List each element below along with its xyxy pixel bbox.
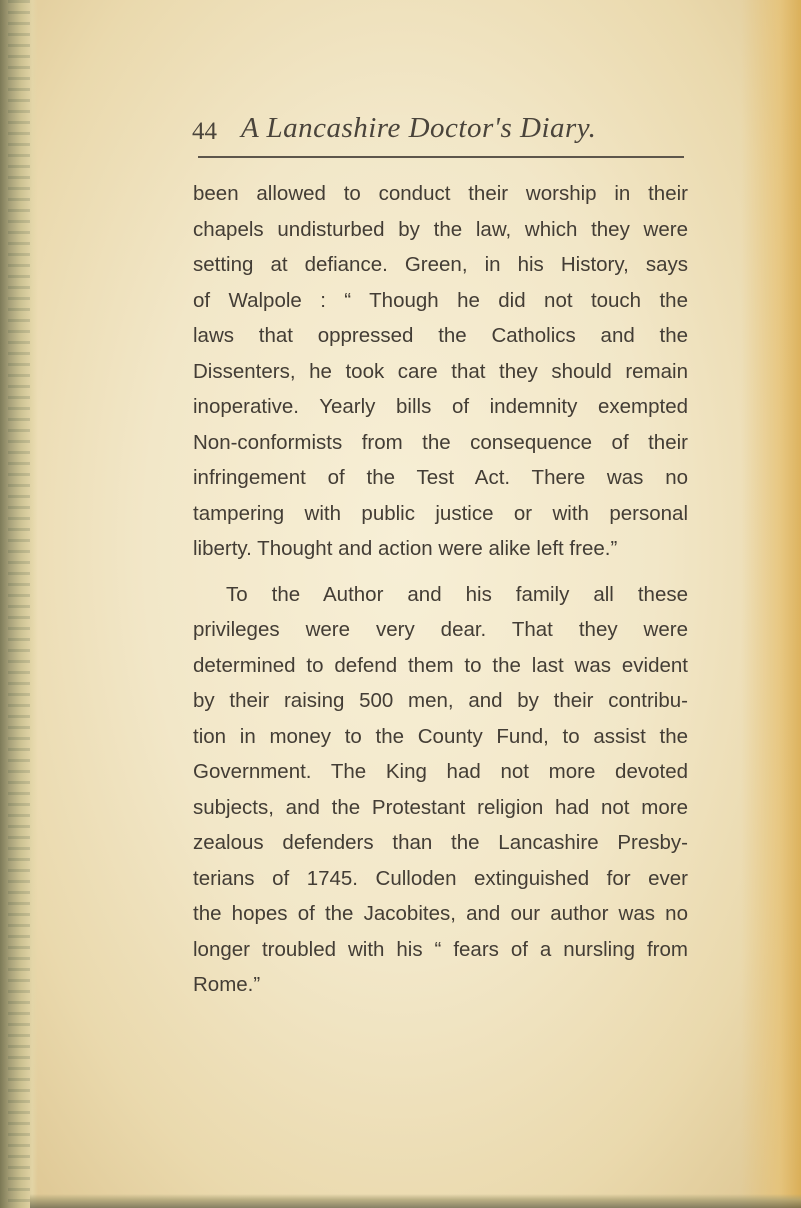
text-line: setting at defiance. Green, in his History, says bbox=[193, 253, 688, 276]
text-line: Non-conformists from the consequence of their bbox=[193, 430, 688, 454]
text-line: privileges were very dear. That they were bbox=[193, 618, 688, 641]
text-line: the hopes of the Jacobites, and our author was no bbox=[193, 902, 688, 925]
text-line: been allowed to conduct their worship in their bbox=[193, 182, 688, 205]
text-line: of Walpole : “ Though he did not touch the bbox=[193, 288, 688, 312]
page-edge-stain bbox=[741, 0, 801, 1208]
text-line: infringement of the Test Act. There was no bbox=[193, 466, 688, 489]
header-rule bbox=[198, 156, 684, 158]
page-bottom-edge bbox=[30, 1194, 801, 1208]
running-title: A Lancashire Doctor's Diary. bbox=[241, 112, 597, 144]
text-line: Dissenters, he took care that they should remain bbox=[193, 359, 688, 383]
text-line: terians of 1745. Culloden extinguished for ever bbox=[193, 866, 688, 890]
body-text bbox=[193, 176, 688, 1003]
page-number: 44 bbox=[192, 118, 217, 145]
text-line: liberty. Thought and action were alike left free.” bbox=[193, 537, 618, 560]
text-line: To the Author and his family all these bbox=[226, 582, 688, 606]
paragraph bbox=[193, 176, 688, 567]
text-line: tampering with public justice or with personal bbox=[193, 501, 688, 525]
text-line: Government. The King had not more devoted bbox=[193, 760, 688, 783]
text-line: determined to defend them to the last was evident bbox=[193, 653, 688, 677]
text-line: subjects, and the Protestant religion had not more bbox=[193, 795, 688, 819]
text-line: zealous defenders than the Lancashire Presby- bbox=[193, 831, 688, 854]
text-line: by their raising 500 men, and by their contribu- bbox=[193, 689, 688, 712]
text-line: tion in money to the County Fund, to assist the bbox=[193, 724, 688, 748]
text-line: longer troubled with his “ fears of a nursling from bbox=[193, 937, 688, 961]
page-header bbox=[192, 112, 692, 152]
text-line: inoperative. Yearly bills of indemnity exempted bbox=[193, 395, 688, 418]
text-line: chapels undisturbed by the law, which they were bbox=[193, 217, 688, 241]
text-line: laws that oppressed the Catholics and the bbox=[193, 324, 688, 347]
text-line: Rome.” bbox=[193, 973, 261, 996]
binding-stitching bbox=[8, 0, 30, 1208]
paragraph bbox=[193, 577, 688, 1003]
